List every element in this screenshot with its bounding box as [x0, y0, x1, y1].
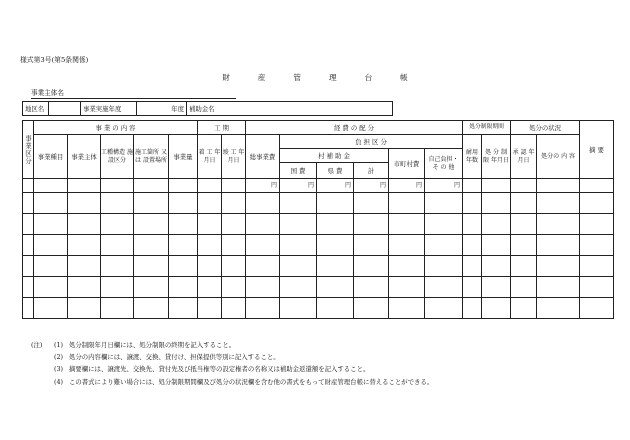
ledger-cell[interactable]	[389, 193, 425, 214]
ledger-cell[interactable]	[222, 214, 246, 235]
prefectural-header: 県 費	[317, 163, 354, 179]
ledger-cell[interactable]	[198, 193, 222, 214]
ledger-cell[interactable]	[68, 277, 101, 298]
ledger-cell[interactable]	[198, 235, 222, 256]
ledger-cell[interactable]	[482, 256, 511, 277]
note-number: (1)	[54, 341, 64, 349]
ledger-cell[interactable]	[134, 256, 169, 277]
ledger-cell[interactable]	[354, 214, 389, 235]
ledger-cell[interactable]	[246, 298, 280, 319]
yen-unit: 円	[280, 179, 317, 193]
ledger-cell[interactable]	[222, 298, 246, 319]
ledger-cell[interactable]	[389, 298, 425, 319]
yen-unit: 円	[354, 179, 389, 193]
ledger-cell[interactable]	[463, 277, 482, 298]
ledger-cell[interactable]	[101, 256, 134, 277]
ledger-cell[interactable]	[23, 298, 34, 319]
ledger-cell[interactable]	[34, 298, 68, 319]
asset-ledger-table	[22, 120, 614, 319]
ledger-cell[interactable]	[169, 235, 198, 256]
ledger-cell[interactable]	[511, 256, 537, 277]
ledger-cell[interactable]	[68, 214, 101, 235]
ledger-cell[interactable]	[482, 298, 511, 319]
ledger-cell[interactable]	[354, 193, 389, 214]
ledger-cell[interactable]	[34, 256, 68, 277]
disposal-group-header: 処分の状況	[511, 121, 580, 135]
year-input[interactable]: 年度	[137, 102, 187, 116]
ledger-cell[interactable]	[68, 298, 101, 319]
note-item	[31, 363, 433, 375]
note-text: 処分制限年月日欄には、処分制限の終期を記入すること。	[69, 341, 236, 349]
note-label	[31, 363, 54, 375]
ledger-cell[interactable]	[198, 277, 222, 298]
ledger-cell[interactable]	[463, 214, 482, 235]
ledger-cell[interactable]	[511, 298, 537, 319]
subsidy-group-header: 村 補 助 金	[280, 149, 389, 163]
ledger-cell[interactable]	[580, 235, 614, 256]
ledger-cell[interactable]	[68, 193, 101, 214]
ledger-cell[interactable]	[222, 193, 246, 214]
ledger-cell[interactable]	[34, 214, 68, 235]
district-label: 地区名	[23, 102, 49, 116]
note-text: 摘要欄には、譲渡先、交換先、貸付先及び抵当権等の設定権者の名称又は補助金返還額を記入すること。	[69, 365, 370, 374]
district-input[interactable]	[49, 102, 81, 116]
durable-years-header: 耐用 年数	[463, 135, 482, 179]
info-row	[22, 101, 393, 116]
disposal-content-header: 処分の 内 容	[537, 135, 580, 179]
ledger-cell[interactable]	[463, 256, 482, 277]
ledger-cell[interactable]	[246, 235, 280, 256]
form-number: 様式第3号(第5条関係)	[20, 56, 89, 64]
ledger-cell[interactable]	[23, 277, 34, 298]
burden-group-header: 負 担 区 分	[280, 135, 463, 149]
yen-unit-row	[23, 179, 614, 193]
period-group-header: 工 期	[198, 121, 246, 135]
ledger-cell[interactable]	[463, 298, 482, 319]
ledger-cell[interactable]	[280, 277, 317, 298]
ledger-cell[interactable]	[425, 298, 463, 319]
ledger-cell[interactable]	[134, 214, 169, 235]
ledger-row	[23, 235, 614, 256]
project-entity-header: 事業主体	[68, 135, 101, 179]
ledger-cell[interactable]	[354, 235, 389, 256]
restriction-date-header: 処 分 制 限 年月日	[482, 135, 511, 179]
note-item	[31, 351, 433, 363]
ledger-cell[interactable]	[537, 277, 580, 298]
end-date-header: 竣 工 年月日	[222, 135, 246, 179]
ledger-cell[interactable]	[511, 277, 537, 298]
ledger-cell[interactable]	[23, 256, 34, 277]
municipal-header: 市町村費	[389, 149, 425, 179]
operator-underline	[31, 98, 236, 99]
ledger-cell[interactable]	[246, 193, 280, 214]
content-group-header: 事 業 の 内 容	[34, 121, 198, 135]
ledger-cell[interactable]	[198, 214, 222, 235]
ledger-row	[23, 193, 614, 214]
yen-unit: 円	[246, 179, 280, 193]
ledger-cell[interactable]	[34, 277, 68, 298]
ledger-cell[interactable]	[580, 193, 614, 214]
ledger-cell[interactable]	[463, 193, 482, 214]
ledger-cell[interactable]	[537, 298, 580, 319]
ledger-cell[interactable]	[482, 235, 511, 256]
ledger-cell[interactable]	[222, 235, 246, 256]
ledger-cell[interactable]	[425, 193, 463, 214]
ledger-cell[interactable]	[482, 277, 511, 298]
ledger-cell[interactable]	[23, 235, 34, 256]
ledger-cell[interactable]	[280, 298, 317, 319]
ledger-cell[interactable]	[280, 193, 317, 214]
ledger-cell[interactable]	[389, 235, 425, 256]
ledger-row	[23, 214, 614, 235]
ledger-cell[interactable]	[134, 193, 169, 214]
ledger-cell[interactable]	[246, 277, 280, 298]
note-label: (注)	[31, 341, 43, 349]
ledger-cell[interactable]	[280, 214, 317, 235]
ledger-cell[interactable]	[317, 277, 354, 298]
total-header: 計	[354, 163, 389, 179]
ledger-cell[interactable]	[511, 193, 537, 214]
ledger-cell[interactable]	[389, 214, 425, 235]
ledger-cell[interactable]	[280, 235, 317, 256]
ledger-cell[interactable]	[580, 256, 614, 277]
quantity-header: 事業量	[169, 135, 198, 179]
ledger-cell[interactable]	[317, 235, 354, 256]
note-number: (4)	[54, 377, 64, 386]
ledger-cell[interactable]	[463, 235, 482, 256]
ledger-cell[interactable]	[482, 193, 511, 214]
ledger-cell[interactable]	[222, 277, 246, 298]
ledger-cell[interactable]	[169, 193, 198, 214]
ledger-cell[interactable]	[317, 214, 354, 235]
operator-label: 事業主体名	[31, 89, 64, 97]
ledger-cell[interactable]	[537, 193, 580, 214]
ledger-cell[interactable]	[222, 256, 246, 277]
yen-unit: 円	[317, 179, 354, 193]
ledger-cell[interactable]	[198, 256, 222, 277]
category-header: 事業区分	[23, 121, 34, 179]
ledger-cell[interactable]	[317, 298, 354, 319]
yen-unit: 円	[425, 179, 463, 193]
total-cost-header: 総事業費	[246, 135, 280, 179]
ledger-cell[interactable]	[389, 256, 425, 277]
ledger-cell[interactable]	[101, 298, 134, 319]
ledger-cell[interactable]	[101, 235, 134, 256]
ledger-row	[23, 256, 614, 277]
note-text: 処分の内容欄には、譲渡、交換、貸付け、担保提供等別に記入すること。	[69, 353, 280, 362]
ledger-cell[interactable]	[537, 214, 580, 235]
expense-group-header: 経 費 の 配 分	[246, 121, 463, 135]
ledger-cell[interactable]	[317, 256, 354, 277]
start-date-header: 着 工 年月日	[198, 135, 222, 179]
remarks-header: 摘 要	[580, 121, 614, 179]
ledger-cell[interactable]	[68, 256, 101, 277]
construction-type-header: 工種構造 施設区分	[101, 135, 134, 179]
ledger-cell[interactable]	[169, 298, 198, 319]
approval-date-header: 承 認 年月日	[511, 135, 537, 179]
notes-section	[31, 339, 433, 388]
ledger-cell[interactable]	[511, 214, 537, 235]
ledger-cell[interactable]	[354, 277, 389, 298]
note-label	[31, 376, 54, 388]
ledger-cell[interactable]	[101, 214, 134, 235]
ledger-cell[interactable]	[169, 214, 198, 235]
ledger-cell[interactable]	[580, 277, 614, 298]
ledger-cell[interactable]	[246, 256, 280, 277]
ledger-cell[interactable]	[134, 277, 169, 298]
yen-unit: 円	[389, 179, 425, 193]
ledger-cell[interactable]	[511, 235, 537, 256]
ledger-cell[interactable]	[580, 214, 614, 235]
ledger-cell[interactable]	[425, 277, 463, 298]
ledger-cell[interactable]	[169, 256, 198, 277]
note-text: この書式により難い場合には、処分制限期間欄及び処分の状況欄を含む他の書式をもって財産管理台帳に替えることができる。	[69, 377, 434, 386]
ledger-cell[interactable]	[482, 214, 511, 235]
restriction-group-header: 処分制限期間	[463, 121, 511, 135]
ledger-cell[interactable]	[425, 214, 463, 235]
ledger-cell[interactable]	[425, 256, 463, 277]
ledger-cell[interactable]	[354, 298, 389, 319]
ledger-cell[interactable]	[169, 277, 198, 298]
ledger-cell[interactable]	[101, 193, 134, 214]
ledger-cell[interactable]	[198, 298, 222, 319]
ledger-cell[interactable]	[389, 277, 425, 298]
ledger-cell[interactable]	[68, 235, 101, 256]
ledger-cell[interactable]	[280, 256, 317, 277]
ledger-cell[interactable]	[580, 298, 614, 319]
ledger-row	[23, 298, 614, 319]
ledger-cell[interactable]	[537, 256, 580, 277]
note-label	[31, 351, 54, 363]
form-title: 財産管理台帳	[222, 73, 436, 82]
ledger-cell[interactable]	[354, 256, 389, 277]
ledger-cell[interactable]	[23, 214, 34, 235]
ledger-cell[interactable]	[34, 235, 68, 256]
ledger-cell[interactable]	[246, 214, 280, 235]
year-label: 事業実施年度	[81, 102, 137, 116]
ledger-cell[interactable]	[101, 277, 134, 298]
ledger-cell[interactable]	[23, 193, 34, 214]
note-number: (3)	[54, 365, 64, 374]
note-item	[31, 339, 433, 351]
site-location-header: 施工箇所 又 は 設置場所	[134, 135, 169, 179]
ledger-cell[interactable]	[425, 235, 463, 256]
self-other-header: 自己負担・ そ の 他	[425, 149, 463, 179]
ledger-cell[interactable]	[134, 235, 169, 256]
project-type-header: 事業種目	[34, 135, 68, 179]
note-item	[31, 376, 433, 388]
ledger-cell[interactable]	[34, 193, 68, 214]
note-number: (2)	[54, 353, 64, 362]
national-header: 国 費	[280, 163, 317, 179]
ledger-cell[interactable]	[317, 193, 354, 214]
ledger-cell[interactable]	[537, 235, 580, 256]
ledger-row	[23, 277, 614, 298]
subsidy-name-label: 補助金名	[187, 102, 393, 116]
ledger-cell[interactable]	[134, 298, 169, 319]
